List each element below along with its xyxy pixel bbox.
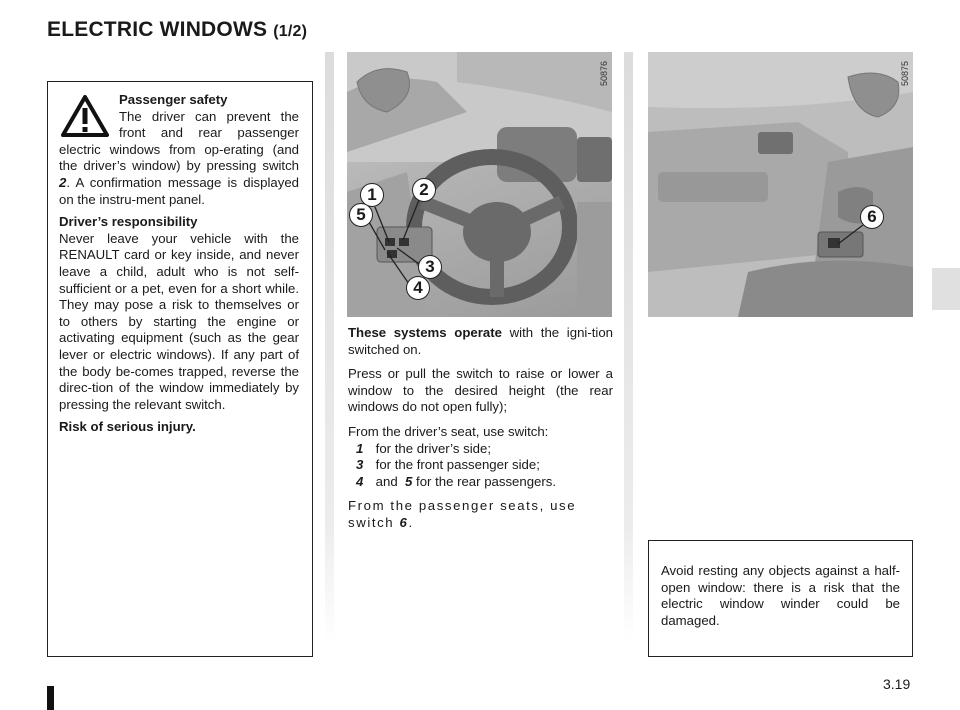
- driver-seat-paragraph: [348, 424, 613, 490]
- dashboard-photo-driver: [347, 52, 612, 317]
- passenger-seat-end: .: [408, 514, 414, 530]
- warning-box: [47, 81, 313, 657]
- callout-5: 5: [349, 203, 373, 227]
- note-text: Avoid resting any objects against a half-open window: there is a risk that the electric window winder could be damaged.: [661, 563, 900, 628]
- callout-4: 4: [406, 276, 430, 300]
- page-title-part: (1/2): [273, 23, 308, 40]
- dashboard-photo-passenger: [648, 52, 913, 317]
- switch-number: 3: [356, 457, 364, 473]
- column-divider-left: [325, 52, 334, 642]
- passenger-safety-heading: Passenger safety: [119, 92, 228, 107]
- instructions-column: [348, 325, 613, 540]
- page-number: 3.19: [883, 676, 911, 692]
- passenger-seat-paragraph: [348, 498, 613, 531]
- switch-number: 4: [356, 473, 364, 489]
- note-box: [648, 540, 913, 657]
- driver-responsibility-text: Never leave your vehicle with the RENAULT card or key inside, and never leave a child, adult who is not self-sufficient or a pet, even for a short while. They may pose a risk to themselves or to others by starting the engine or activating equipment (such as the gear lever or electric windows). If any part of the body be-comes trapped, reverse the direc-tion of the window immediately by pressing the relevant switch.: [59, 230, 299, 412]
- callout-6: 6: [860, 205, 884, 229]
- callout-3: 3: [418, 255, 442, 279]
- passenger-seat-text: From the passenger seats, use switch: [348, 498, 577, 530]
- operation-lead-rest: with the igni-tion switched on.: [348, 325, 613, 357]
- switch-description: and: [375, 473, 398, 489]
- operation-lead: These systems operate: [348, 325, 502, 340]
- passenger-cabin-illustration: [648, 52, 913, 317]
- switch-list-item: [348, 457, 613, 474]
- driver-seat-intro: From the driver’s seat, use switch:: [348, 423, 549, 439]
- switch-list-item: [348, 474, 613, 491]
- photo-reference-code: 50875: [900, 60, 910, 86]
- raise-lower-paragraph: Press or pull the switch to raise or lower a window to the desired height (the rear windows do not open fully);: [348, 366, 613, 415]
- callout-2: 2: [412, 178, 436, 202]
- switch-description: for the driver’s side;: [375, 440, 491, 456]
- callout-1: 1: [360, 183, 384, 207]
- photo-reference-code: 50876: [599, 60, 609, 86]
- switch-description: for the rear passengers.: [416, 473, 557, 489]
- warning-triangle-icon: [61, 94, 109, 138]
- passenger-safety-text: The driver can prevent the front and rear passenger electric windows from op-erating (and the driver’s window) by pressing switch: [59, 108, 299, 174]
- passenger-safety-text-end: . A confirmation message is displayed on the instru-ment panel.: [59, 174, 299, 207]
- switch-number: 5: [405, 473, 413, 489]
- section-edge-tab: [932, 268, 960, 310]
- page-title-text: ELECTRIC WINDOWS: [47, 18, 268, 41]
- bottom-edge-mark: [47, 686, 54, 710]
- operation-paragraph: [348, 325, 613, 358]
- switch-description: for the front passenger side;: [375, 457, 540, 473]
- driver-cabin-illustration: [347, 52, 612, 317]
- driver-responsibility-heading: Driver’s responsibility: [59, 214, 198, 230]
- column-divider-right: [624, 52, 633, 642]
- risk-statement: Risk of serious injury.: [59, 419, 196, 435]
- switch-number: 1: [356, 440, 364, 456]
- switch-6-ref: 6: [399, 514, 409, 530]
- page-title: [47, 18, 307, 42]
- switch-list-item: [348, 441, 613, 458]
- driver-responsibility-paragraph: [59, 214, 299, 413]
- switch-2-ref: 2: [59, 174, 67, 190]
